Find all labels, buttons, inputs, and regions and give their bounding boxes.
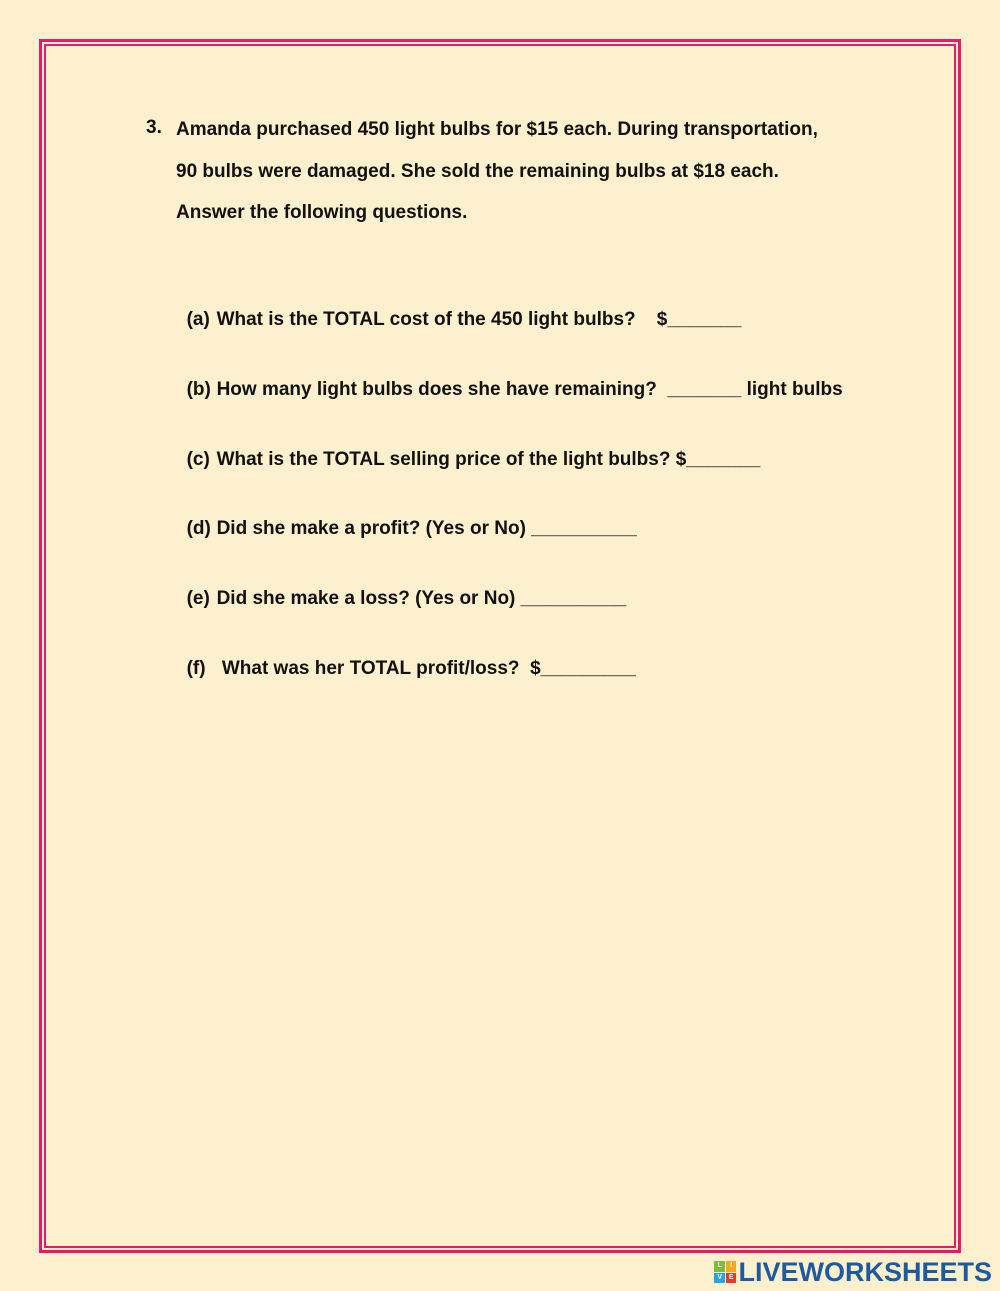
part-label: (e) — [186, 588, 210, 609]
part-a-text[interactable]: What is the TOTAL cost of the 450 light bulbs? $_______ — [216, 309, 742, 330]
part-label: (d) — [186, 518, 211, 539]
liveworksheets-logo-icon — [714, 1261, 736, 1283]
question-3 — [146, 117, 886, 234]
logo-tile-e: E — [726, 1273, 737, 1284]
part-b — [176, 357, 843, 401]
part-e — [176, 566, 626, 610]
part-c — [176, 427, 760, 471]
question-stem-line: Answer the following questions. — [176, 202, 468, 223]
part-f — [176, 636, 636, 680]
brand-text: LIVEWORKSHEETS — [738, 1256, 992, 1287]
part-e-text[interactable]: Did she make a loss? (Yes or No) __________ — [216, 588, 627, 609]
part-b-text[interactable]: How many light bulbs does she have remaining? _______ light bulbs — [216, 379, 843, 400]
part-d-text[interactable]: Did she make a profit? (Yes or No) __________ — [216, 518, 637, 539]
part-f-text[interactable]: What was her TOTAL profit/loss? $_________ — [216, 658, 636, 679]
question-stem — [176, 109, 886, 234]
logo-tile-l: L — [714, 1261, 725, 1272]
question-number: 3. — [146, 117, 162, 138]
part-label: (f) — [186, 658, 206, 679]
logo-tile-v: V — [714, 1273, 725, 1284]
part-label: (a) — [186, 309, 210, 330]
part-label: (b) — [186, 379, 211, 400]
question-stem-line: Amanda purchased 450 light bulbs for $15 each. During transportation, — [176, 119, 818, 140]
liveworksheets-brand[interactable] — [714, 1258, 992, 1286]
question-stem-line: 90 bulbs were damaged. She sold the remaining bulbs at $18 each. — [176, 160, 779, 182]
part-d — [176, 496, 637, 540]
part-a — [176, 287, 741, 331]
logo-tile-i: I — [726, 1261, 737, 1272]
part-c-text[interactable]: What is the TOTAL selling price of the light bulbs? $_______ — [216, 449, 761, 470]
part-label: (c) — [186, 449, 210, 470]
